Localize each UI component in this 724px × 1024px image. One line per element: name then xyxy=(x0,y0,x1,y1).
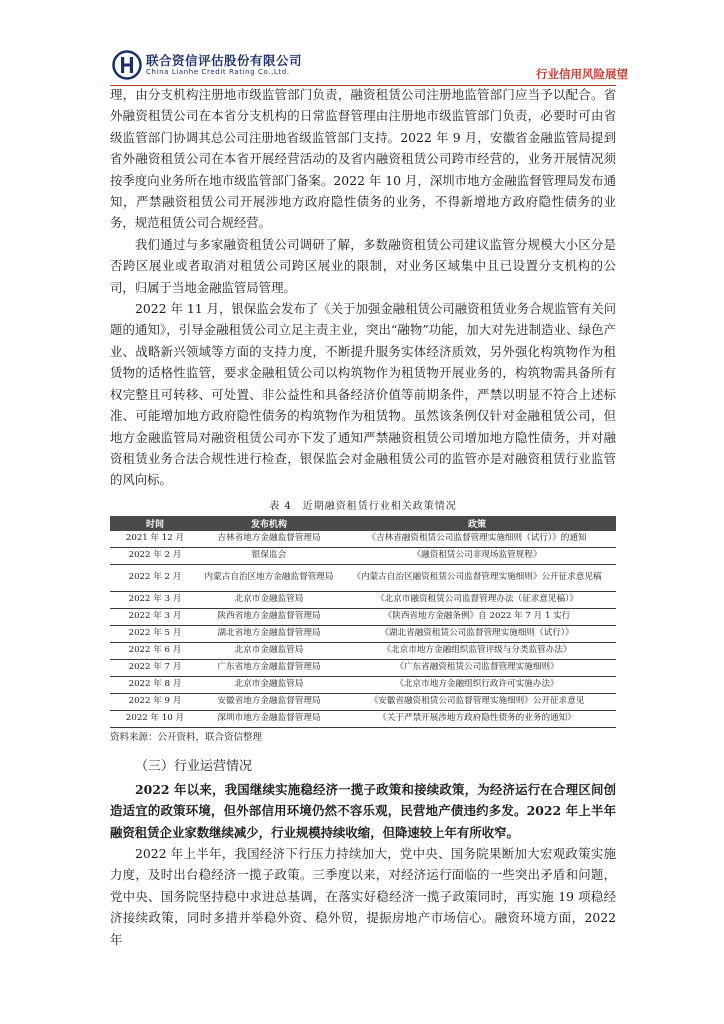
column-header-policy: 政策 xyxy=(338,516,616,531)
company-name-en: China Lianhe Credit Rating Co.,Ltd. xyxy=(146,68,290,76)
cell-issuer: 银保监会 xyxy=(200,547,338,564)
page-header xyxy=(0,0,724,86)
cell-issuer: 广东省地方金融监督管理局 xyxy=(200,659,338,676)
cell-issuer: 北京市金融监管局 xyxy=(200,676,338,693)
section-lead-summary: 2022 年以来，我国继续实施稳经济一揽子政策和接续政策，为经济运行在合理区间创造适宜的政策环境，但外部信用环境仍然不容乐观，民营地产债违约多发。2022 年上半年融资租赁企业家数继续减少，行业规模持续收缩，但降速较上年有所收窄。 xyxy=(110,781,616,840)
table-row xyxy=(110,676,616,693)
table-body xyxy=(110,531,616,728)
cell-policy: 《关于严禁开展涉地方政府隐性债务的业务的通知》 xyxy=(338,710,616,727)
cell-date: 2022 年 3 月 xyxy=(110,591,200,608)
table-row xyxy=(110,531,616,548)
cell-policy: 《吉林省融资租赁公司监督管理实施细则（试行）》的通知 xyxy=(338,531,616,548)
paragraph-cbirc-notice: 2022 年 11 月，银保监会发布了《关于加强金融租赁公司融资租赁业务合规监管有关问题的通知》，引导金融租赁公司立足主责主业，突出“融物”功能，加大对先进制造业、绿色产业、战略新兴领域等方面的支持力度，不断提升服务实体经济质效，另外强化构筑物作为租赁物的适格性监管，要求金融租赁公司以构筑物作为租赁物开展业务的，构筑物需具备所有权完整且可转移、可处置、非公益性和具备经济价值等前期条件，严禁以明显不符合上述标准、可能增加地方政府隐性债务的构筑物作为租赁物。虽然该条例仅针对金融租赁公司，但地方金融监管局对融资租赁公司亦下发了通知严禁融资租赁公司增加地方隐性债务，并对融资租赁业务合法合规性进行检查，银保监会对金融租赁公司的监管亦是对融资租赁行业监管的风向标。 xyxy=(110,301,616,488)
column-header-date: 时间 xyxy=(110,516,200,531)
table-row xyxy=(110,710,616,727)
cell-policy: 《北京市地方金融组织监管评级与分类监管办法》 xyxy=(338,642,616,659)
cell-issuer: 北京市金融监管局 xyxy=(200,642,338,659)
paragraph-macro-environment: 2022 年上半年，我国经济下行压力持续加大，党中央、国务院果断加大宏观政策实施力度，及时出台稳经济一揽子政策。三季度以来，对经济运行面临的一些突出矛盾和问题，党中央、国务院坚持稳中求进总基调，在落实好稳经济一揽子政策同时，再实施 19 项稳经济接续政策，同时多措并举稳外资、稳外贸，提振房地产市场信心。融资环境方面，2022 年 xyxy=(110,845,616,947)
table-row xyxy=(110,642,616,659)
cell-policy: 《融资租赁公司非现场监管规程》 xyxy=(338,547,616,564)
cell-policy: 《陕西省地方金融条例》自 2022 年 7 月 1 实行 xyxy=(338,608,616,625)
column-header-issuer: 发布机构 xyxy=(200,516,338,531)
table-row xyxy=(110,591,616,608)
cell-policy: 《北京市融资租赁公司监督管理办法（征求意见稿）》 xyxy=(338,591,616,608)
table-caption: 表 4 近期融资租赁行业相关政策情况 xyxy=(269,500,457,512)
cell-issuer: 湖北省地方金融监督管理局 xyxy=(200,625,338,642)
cell-date: 2021 年 12 月 xyxy=(110,531,200,548)
table-source: 资料来源：公开资料，联合资信整理 xyxy=(110,731,263,743)
cell-date: 2022 年 8 月 xyxy=(110,676,200,693)
page-content xyxy=(110,84,616,950)
cell-date: 2022 年 5 月 xyxy=(110,625,200,642)
table-row xyxy=(110,625,616,642)
company-name-cn: 联合资信评估股份有限公司 xyxy=(146,53,303,68)
cell-policy: 《北京市地方金融组织行政许可实施办法》 xyxy=(338,676,616,693)
cell-date: 2022 年 10 月 xyxy=(110,710,200,727)
table-header-row xyxy=(110,516,616,531)
cell-date: 2022 年 2 月 xyxy=(110,547,200,564)
cell-policy: 《安徽省融资租赁公司监督管理实施细则》公开征求意见 xyxy=(338,693,616,710)
cell-date: 2022 年 2 月 xyxy=(110,564,200,591)
cell-date: 2022 年 3 月 xyxy=(110,608,200,625)
table-row xyxy=(110,693,616,710)
section-heading: （三）行业运营情况 xyxy=(135,758,253,774)
paragraph-survey-findings: 我们通过与多家融资租赁公司调研了解，多数融资租赁公司建议监管分规模大小区分是否跨区展业或者取消对租赁公司跨区展业的限制，对业务区域集中且已设置分支机构的公司，归属于当地金融监管局管理。 xyxy=(110,236,616,295)
cell-issuer: 内蒙古自治区地方金融监督管理局 xyxy=(200,564,338,591)
cell-date: 2022 年 9 月 xyxy=(110,693,200,710)
table-row xyxy=(110,564,616,591)
cell-policy: 《湖北省融资租赁公司监督管理实施细则（试行）》 xyxy=(338,625,616,642)
cell-issuer: 安徽省地方金融监督管理局 xyxy=(200,693,338,710)
policy-table xyxy=(110,516,616,728)
cell-issuer: 吉林省地方金融监督管理局 xyxy=(200,531,338,548)
cell-date: 2022 年 7 月 xyxy=(110,659,200,676)
report-title: 行业信用风险展望 xyxy=(536,67,628,81)
lianhe-logo-icon xyxy=(112,50,142,80)
cell-policy: 《内蒙古自治区融资租赁公司监督管理实施细则》公开征求意见稿 xyxy=(338,564,616,591)
cell-policy: 《广东省融资租赁公司监督管理实施细则》 xyxy=(338,659,616,676)
table-row xyxy=(110,608,616,625)
cell-issuer: 陕西省地方金融监督管理局 xyxy=(200,608,338,625)
cell-date: 2022 年 6 月 xyxy=(110,642,200,659)
paragraph-regional-supervision: 理，由分支机构注册地市级监管部门负责，融资租赁公司注册地监管部门应当予以配合。省外融资租赁公司在本省分支机构的日常监督管理由注册地市级监管部门负责，必要时可由省级监管部门协调其总公司注册地省级监管部门支持。2022 年 9 月，安徽省金融监管局提到省外融资租赁公司在本省开展经营活动的及省内融资租赁公司跨市经营的，业务开展情况须按季度向业务所在地市级监管部门备案。2022 年 10 月，深圳市地方金融监督管理局发布通知，严禁融资租赁公司开展涉地方政府隐性债务的业务，不得新增地方政府隐性债务的业务，规范租赁公司合规经营。 xyxy=(110,87,616,231)
cell-issuer: 深圳市地方金融监督管理局 xyxy=(200,710,338,727)
table-row xyxy=(110,659,616,676)
table-row xyxy=(110,547,616,564)
cell-issuer: 北京市金融监管局 xyxy=(200,591,338,608)
